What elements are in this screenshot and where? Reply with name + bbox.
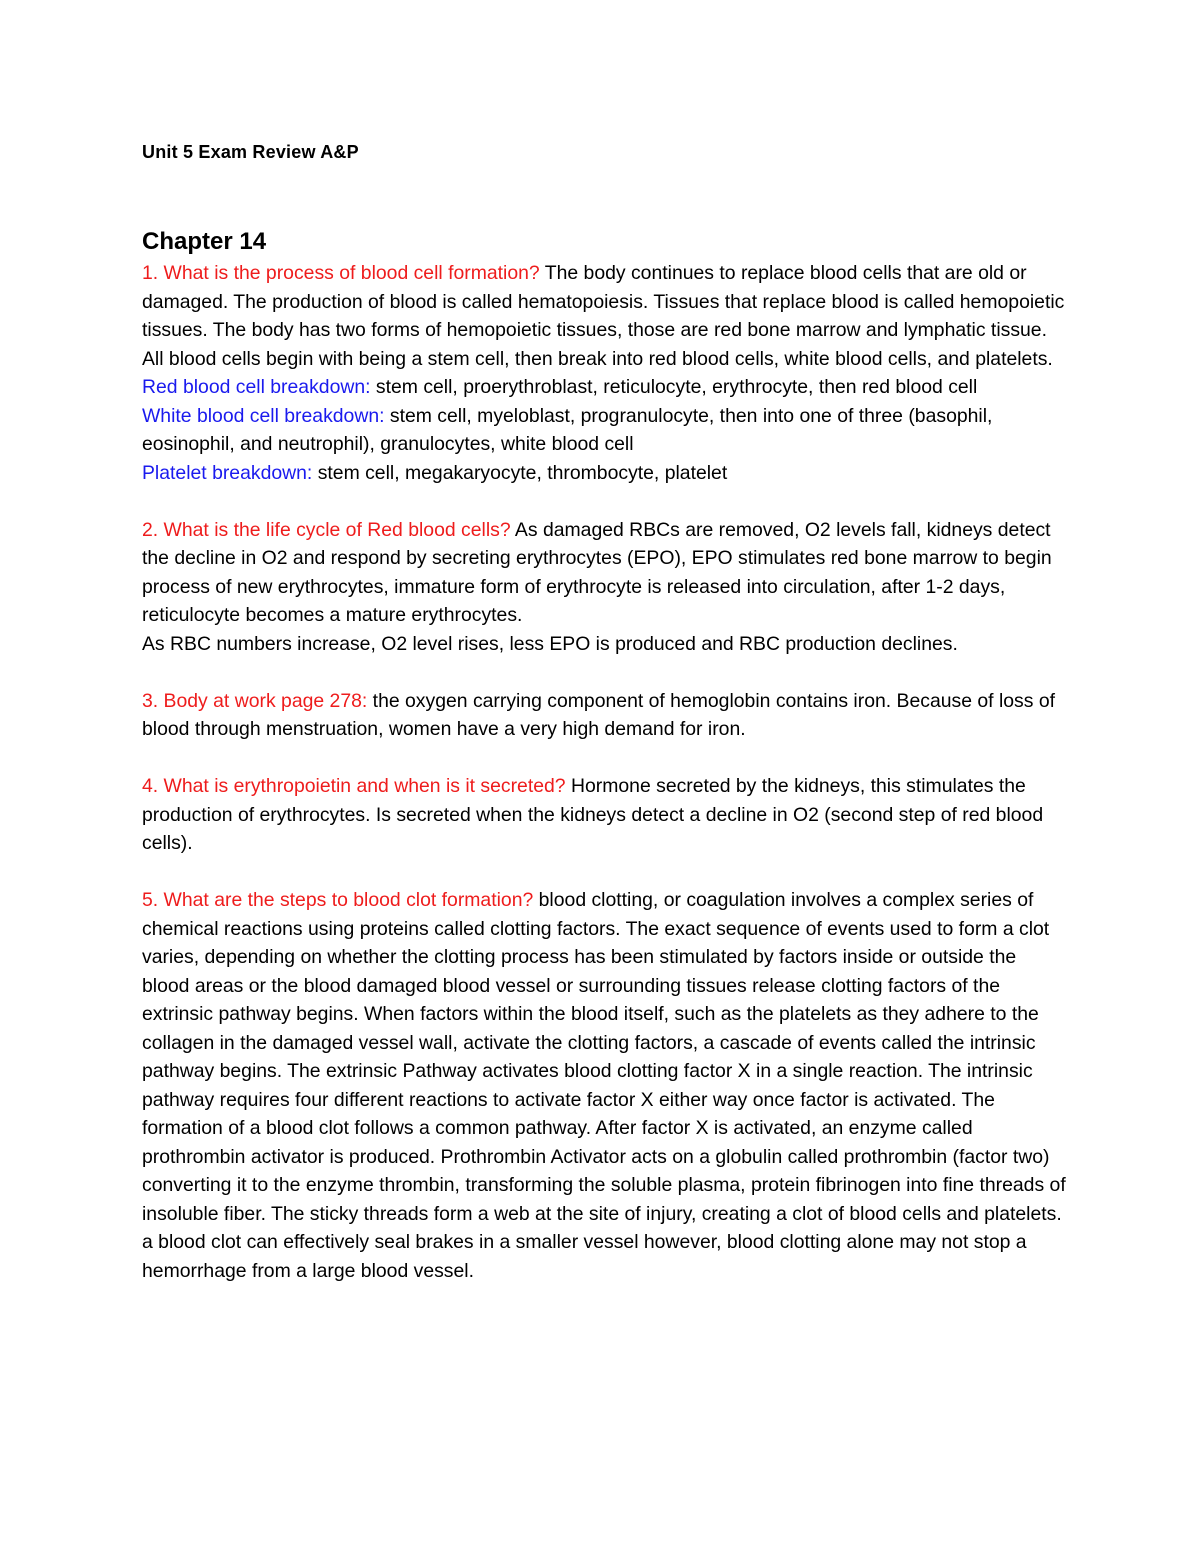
q4-answer: Hormone secreted by the kidneys, this stimulates the production of erythrocytes. Is secreted when the kidneys detect a decline in O2 (second step of red blood cells).: [142, 775, 1044, 854]
paragraph-spacer: [142, 487, 1067, 516]
q1-paragraph: [142, 259, 1067, 373]
paragraph-spacer: [142, 658, 1067, 687]
q4-question: 4. What is erythropoietin and when is it secreted?: [142, 775, 566, 797]
red-cell-breakdown-label: Red blood cell breakdown:: [142, 376, 371, 398]
document-title: Unit 5 Exam Review A&P: [142, 142, 359, 162]
chapter-heading: Chapter 14: [142, 228, 267, 255]
document-body: [142, 259, 1067, 1285]
white-cell-breakdown-label: White blood cell breakdown:: [142, 404, 385, 427]
q3-question: 3. Body at work page 278:: [142, 689, 368, 712]
q1-answer: The body continues to replace blood cells that are old or damaged. The production of blood is called hematopoiesis. Tissues that replace blood is called hemopoietic tissues. The body has two forms of hemopoietic tissues, those are red bone marrow and lymphatic tissue. All blood cells begin with being a stem cell, then break into red blood cells, white blood cells, and platelets.: [142, 262, 1065, 370]
white-cell-breakdown-text: stem cell, myeloblast, progranulocyte, then into one of three (basophil, eosinophil, and neutrophil), granulocytes, white blood cell: [142, 404, 993, 455]
q5-paragraph: [142, 886, 1067, 1285]
platelet-breakdown-label: Platelet breakdown:: [142, 461, 313, 484]
red-cell-breakdown: [142, 373, 1067, 402]
q5-question: 5. What are the steps to blood clot formation?: [142, 889, 534, 911]
paragraph-spacer: [142, 858, 1067, 887]
white-cell-breakdown: [142, 402, 1067, 459]
q2-question: 2. What is the life cycle of Red blood cells?: [142, 518, 511, 541]
paragraph-spacer: [142, 744, 1067, 773]
q2-answer-continued: As RBC numbers increase, O2 level rises, less EPO is produced and RBC production declines.: [142, 632, 958, 655]
red-cell-breakdown-text: stem cell, proerythroblast, reticulocyte, erythrocyte, then red blood cell: [370, 376, 978, 398]
q3-answer: the oxygen carrying component of hemoglobin contains iron. Because of loss of blood through menstruation, women have a very high demand for iron.: [142, 689, 1055, 740]
q5-answer: blood clotting, or coagulation involves a complex series of chemical reactions using proteins called clotting factors. The exact sequence of events used to form a clot varies, depending on whether the clotting process has been stimulated by factors inside or outside the blood areas or the blood damaged blood vessel or surrounding tissues release clotting factors of the extrinsic pathway begins. When factors within the blood itself, such as the platelets as they adhere to the collagen in the damaged vessel wall, activate the clotting factors, a cascade of events called the intrinsic pathway begins. The extrinsic Pathway activates blood clotting factor X in a single reaction. The intrinsic pathway requires four different reactions to activate factor X either way once factor is activated. The formation of a blood clot follows a common pathway. After factor X is activated, an enzyme called prothrombin activator is produced. Prothrombin Activator acts on a globulin called prothrombin (factor two) converting it to the enzyme thrombin, transforming the soluble plasma, protein fibrinogen into fine threads of insoluble fiber. The sticky threads form a web at the site of injury, creating a clot of blood cells and platelets. a blood clot can effectively seal brakes in a smaller vessel however, blood clotting alone may not stop a hemorrhage from a large blood vessel.: [142, 889, 1066, 1282]
q1-question: 1. What is the process of blood cell formation?: [142, 262, 540, 284]
platelet-breakdown: [142, 459, 1067, 488]
q4-paragraph: [142, 772, 1067, 858]
q2-answer: As damaged RBCs are removed, O2 levels fall, kidneys detect the decline in O2 and respond by secreting erythrocytes (EPO), EPO stimulates red bone marrow to begin process of new erythrocytes, immature form of erythrocyte is released into circulation, after 1-2 days, reticulocyte becomes a mature erythrocytes.: [142, 518, 1052, 626]
q3-paragraph: [142, 687, 1067, 744]
q2-paragraph: [142, 516, 1067, 630]
platelet-breakdown-text: stem cell, megakaryocyte, thrombocyte, platelet: [312, 461, 728, 484]
